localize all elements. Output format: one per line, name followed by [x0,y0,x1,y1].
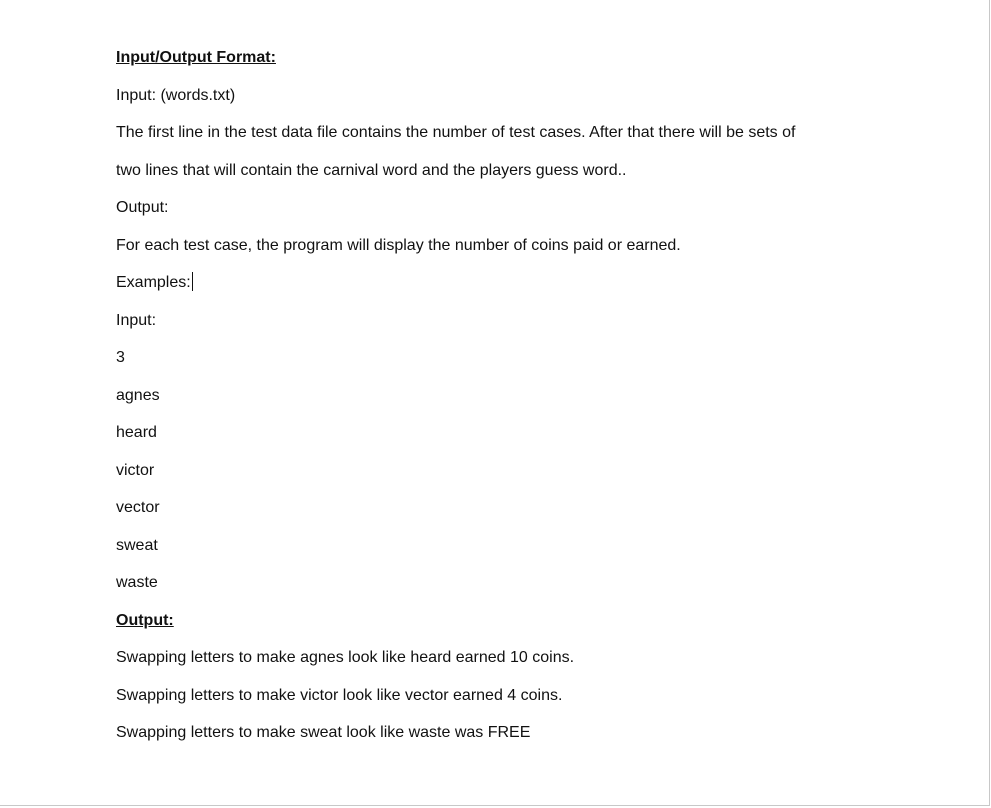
example-output-line: Swapping letters to make victor look like vector earned 4 coins. [116,686,563,704]
io-format-heading: Input/Output Format: [116,49,276,66]
output-description: For each test case, the program will display the number of coins paid or earned. [116,236,681,254]
example-input-line: agnes [116,386,160,404]
input-description-line-2: two lines that will contain the carnival word and the players guess word.. [116,161,627,179]
text-cursor [192,272,193,291]
example-output-heading: Output: [116,611,174,629]
example-output-line: Swapping letters to make sweat look like waste was FREE [116,724,531,741]
example-input-line: sweat [116,536,158,554]
document-body[interactable] [116,46,876,759]
examples-label: Examples: [116,274,191,291]
example-input-line: 3 [116,349,125,366]
output-label: Output: [116,199,169,216]
examples-line[interactable] [116,271,876,309]
example-input-line: heard [116,424,157,441]
input-description-line-1: The first line in the test data file contains the number of test cases. After that there will be sets of [116,124,796,141]
example-input-line: vector [116,499,160,516]
example-output-line: Swapping letters to make agnes look like heard earned 10 coins. [116,649,575,666]
example-input-line: waste [116,574,158,591]
input-label: Input: (words.txt) [116,86,236,104]
example-input-line: victor [116,461,155,479]
example-input-label: Input: [116,311,157,329]
